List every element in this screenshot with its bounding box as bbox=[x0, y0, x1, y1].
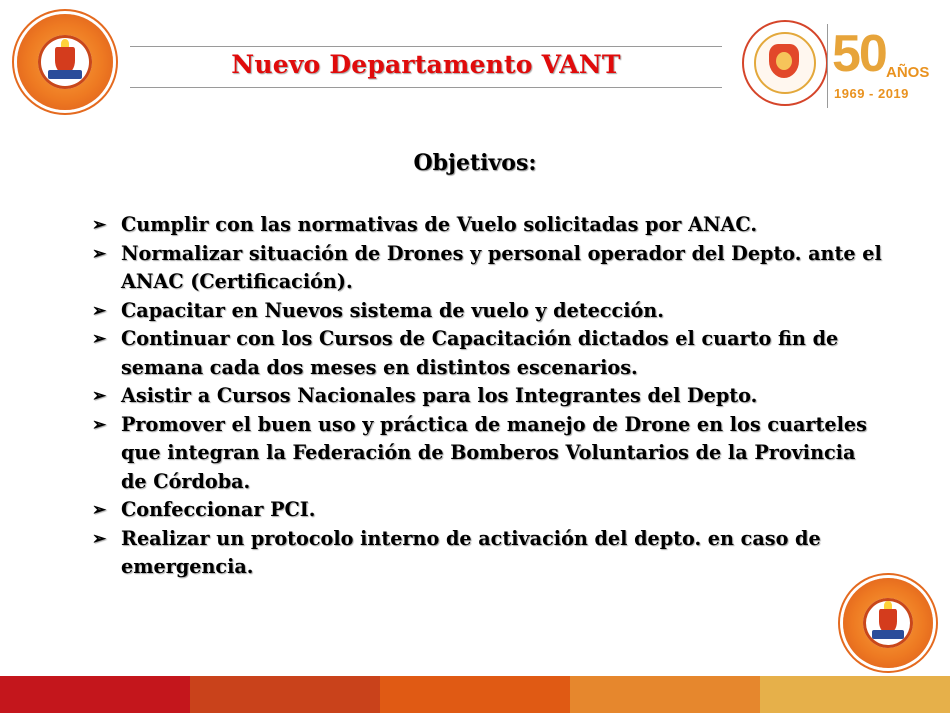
anniversary-word: AÑOS bbox=[886, 64, 930, 81]
title-bar bbox=[130, 46, 722, 88]
logo-divider bbox=[827, 24, 828, 108]
book-icon bbox=[48, 70, 83, 80]
list-item-text: Capacitar en Nuevos sistema de vuelo y detección. bbox=[121, 298, 664, 322]
arrow-bullet-icon: ➢ bbox=[92, 500, 107, 520]
left-logo bbox=[17, 14, 113, 110]
arrow-bullet-icon: ➢ bbox=[92, 243, 107, 264]
emblem-center-icon bbox=[776, 52, 792, 70]
list-item bbox=[92, 211, 882, 240]
list-item bbox=[92, 325, 882, 382]
list-item-text: Asistir a Cursos Nacionales para los Integrantes del Depto. bbox=[121, 384, 758, 407]
footer-color-bar bbox=[0, 676, 950, 713]
list-item-text: Realizar un protocolo interno de activación del depto. en caso de emergencia. bbox=[121, 526, 821, 578]
footer-segment bbox=[0, 676, 190, 713]
book-icon bbox=[872, 630, 904, 639]
list-item bbox=[92, 496, 882, 525]
list-item bbox=[92, 525, 882, 582]
list-item bbox=[92, 411, 882, 497]
anniversary-years: 1969 - 2019 bbox=[834, 86, 909, 101]
arrow-bullet-icon: ➢ bbox=[92, 300, 107, 321]
arrow-bullet-icon: ➢ bbox=[92, 386, 107, 406]
list-item-text: Promover el buen uso y práctica de manejo de Drone en los cuarteles que integran la Federación de Bomberos Voluntarios de la Provincia de Córdoba. bbox=[121, 412, 867, 493]
arrow-bullet-icon: ➢ bbox=[92, 329, 107, 349]
anniversary-number: 50 bbox=[832, 25, 886, 83]
federation-logo bbox=[742, 20, 828, 106]
footer-segment bbox=[380, 676, 570, 713]
objectives-list bbox=[92, 211, 882, 582]
list-item bbox=[92, 297, 882, 326]
list-item-text: Normalizar situación de Drones y personal operador del Depto. ante el ANAC (Certificación). bbox=[121, 241, 882, 293]
footer-segment bbox=[190, 676, 380, 713]
list-item-text: Confeccionar PCI. bbox=[121, 498, 316, 521]
page-title: Nuevo Departamento VANT bbox=[231, 50, 621, 79]
footer-segment bbox=[760, 676, 950, 713]
right-logo bbox=[843, 578, 933, 668]
list-item-text: Cumplir con las normativas de Vuelo solicitadas por ANAC. bbox=[121, 213, 758, 236]
arrow-bullet-icon: ➢ bbox=[92, 215, 107, 235]
arrow-bullet-icon: ➢ bbox=[92, 414, 107, 435]
list-item-text: Continuar con los Cursos de Capacitación dictados el cuarto fin de semana cada dos meses en distintos escenarios. bbox=[121, 327, 839, 379]
list-item bbox=[92, 240, 882, 297]
footer-segment bbox=[570, 676, 760, 713]
arrow-bullet-icon: ➢ bbox=[92, 528, 107, 549]
section-heading: Objetivos: bbox=[413, 150, 537, 176]
list-item bbox=[92, 382, 882, 411]
